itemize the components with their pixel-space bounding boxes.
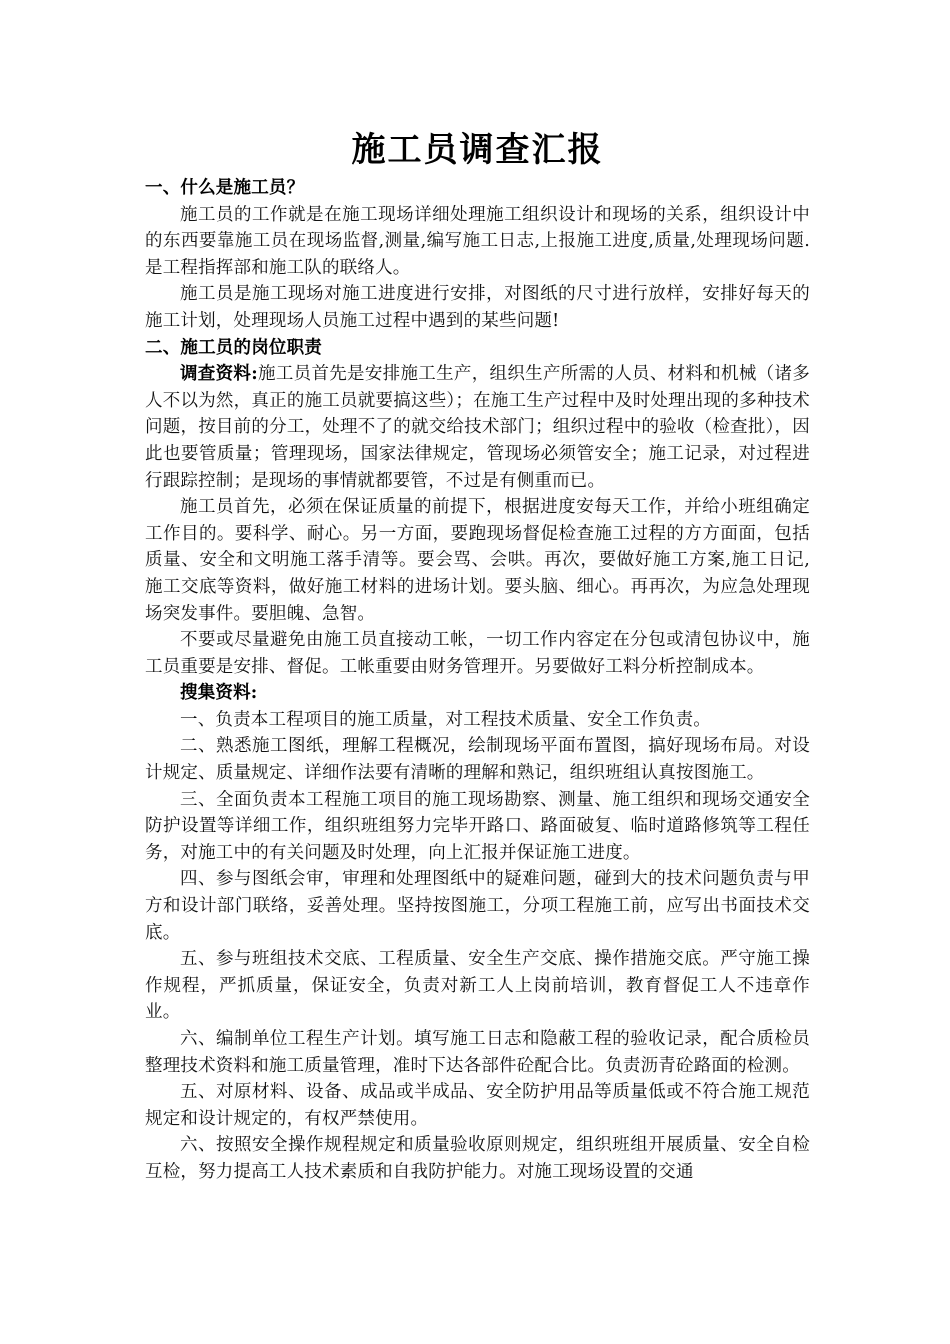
list-item: 四、参与图纸会审，审理和处理图纸中的疑难问题，碰到大的技术问题负责与甲方和设计部门联络，妥善处理。坚持按图施工，分项工程施工前，应写出书面技术交底。 (145, 869, 810, 943)
paragraph: 不要或尽量避免由施工员直接动工帐，一切工作内容定在分包或清包协议中，施工员重要是安排、督促。工帐重要由财务管理开。另要做好工料分析控制成本。 (145, 630, 810, 677)
page-title: 施工员调查汇报 (351, 130, 604, 170)
list-item: 六、按照安全操作规程规定和质量验收原则规定，组织班组开展质量、安全自检互检，努力提高工人技术素质和自我防护能力。对施工现场设置的交通 (145, 1135, 810, 1182)
survey-label: 调查资料: (180, 364, 258, 385)
list-item: 六、编制单位工程生产计划。填写施工日志和隐蔽工程的验收记录，配合质检员整理技术资料和施工质量管理，准时下达各部件砼配合比。负责沥青砼路面的检测。 (145, 1029, 810, 1076)
paragraph: 施工员首先，必须在保证质量的前提下，根据进度安每天工作，并给小班组确定工作目的。要科学、耐心。另一方面，要跑现场督促检查施工过程的方方面面，包括质量、安全和文明施工落手清等。要会骂、会哄。再次，要做好施工方案,施工日记,施工交底等资料，做好施工材料的进场计划。要头脑、细心。再再次，为应急处理现场突发事件。要胆魄、急智。 (145, 497, 810, 624)
list-item: 二、熟悉施工图纸，理解工程概况，绘制现场平面布置图，搞好现场布局。对设计规定、质量规定、详细作法要有清晰的理解和熟记，组织班组认真按图施工。 (145, 736, 810, 784)
list-item: 五、参与班组技术交底、工程质量、安全生产交底、操作措施交底。严守施工操作规程，严抓质量，保证安全，负责对新工人上岗前培训，教育督促工人不违章作业。 (145, 949, 810, 1023)
survey-text: 施工员首先是安排施工生产，组织生产所需的人员、材料和机械（诸多人不以为然，真正的施工员就要搞这些）；在施工生产过程中及时处理出现的多种技术问题，按目前的分工，处理不了的就交给技术部门；组织过程中的验收（检查批），因此也要管质量；管理现场，国家法律规定，管现场必须管安全；施工记录，对过程进行跟踪控制；是现场的事情就都要管，不过是有侧重而已。 (145, 364, 810, 491)
list-item: 三、全面负责本工程施工项目的施工现场勘察、测量、施工组织和现场交通安全防护设置等详细工作，组织班组努力完毕开路口、路面破复、临时道路修筑等工程任务，对施工中的有关问题及时处理，向上汇报并保证施工进度。 (145, 789, 810, 863)
collect-label: 搜集资料: (180, 683, 258, 704)
list-item: 五、对原材料、设备、成品或半成品、安全防护用品等质量低或不符合施工规范规定和设计规定的，有权严禁使用。 (145, 1082, 810, 1129)
paragraph: 施工员的工作就是在施工现场详细处理施工组织设计和现场的关系，组织设计中的东西要靠施工员在现场监督,测量,编写施工日志,上报施工进度,质量,处理现场问题.是工程指挥部和施工队的联络人。 (145, 204, 810, 278)
section-heading-2: 二、施工员的岗位职责 (145, 337, 322, 358)
document-page (145, 125, 810, 1186)
list-item: 一、负责本工程项目的施工质量，对工程技术质量、安全工作负责。 (180, 709, 711, 730)
paragraph: 施工员是施工现场对施工进度进行安排，对图纸的尺寸进行放样，安排好每天的施工计划，处理现场人员施工过程中遇到的某些问题! (145, 284, 810, 331)
section-heading-1: 一、什么是施工员？ (145, 178, 305, 198)
paragraph-survey (145, 361, 810, 494)
